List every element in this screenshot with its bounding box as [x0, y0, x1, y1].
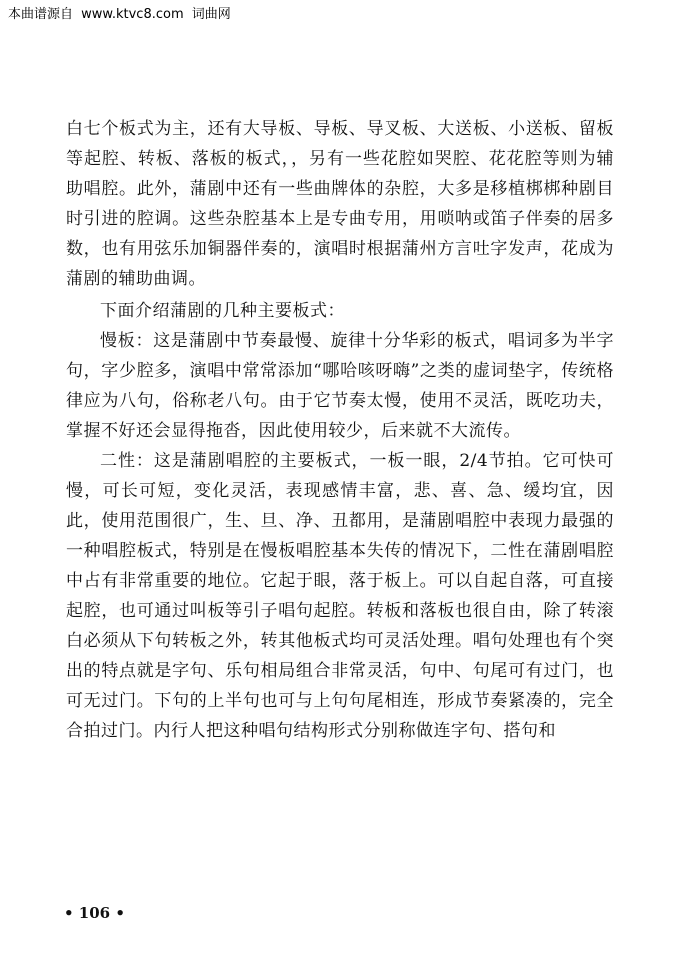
paragraph-man-ban: 慢板：这是蒲剧中节奏最慢、旋律十分华彩的板式，唱词多为半字句，字少腔多，演唱中常常添加“哪哈咳呀嗨”之类的虚词垫字，传统格律应为八句，俗称老八句。由于它节奏太慢，使用不灵活，既吃功夫，掌握不好还会显得拖沓，因此使用较少，后来就不大流传。	[66, 331, 614, 441]
page-header	[8, 3, 231, 22]
paragraph-section-intro: 下面介绍蒲剧的几种主要板式：	[100, 301, 345, 321]
header-source-label: 本曲谱源自	[8, 7, 74, 22]
document-body	[66, 114, 614, 746]
page-number: • 106 •	[64, 904, 125, 922]
header-site-name: 词曲网	[191, 7, 231, 22]
header-url-link[interactable]: www.ktvc8.com	[81, 7, 184, 22]
paragraph-intro-continuation: 白七个板式为主，还有大导板、导板、导叉板、大送板、小送板、留板等起腔、转板、落板的板式，，另有一些花腔如哭腔、花花腔等则为辅助唱腔。此外，蒲剧中还有一些曲牌体的杂腔，大多是移植梆梆种剧目时引进的腔调。这些杂腔基本上是专曲专用，用唢呐或笛子伴奏的居多数，也有用弦乐加铜器伴奏的，演唱时根据蒲州方言吐字发声，花成为蒲剧的辅助曲调。	[66, 119, 614, 289]
paragraph-er-xing: 二性：这是蒲剧唱腔的主要板式，一板一眼，2/4节拍。它可快可慢，可长可短，变化灵活，表现感情丰富，悲、喜、急、缓均宜，因此，使用范围很广，生、旦、净、丑都用，是蒲剧唱腔中表现力最强的一种唱腔板式，特别是在慢板唱腔基本失传的情况下，二性在蒲剧唱腔中占有非常重要的地位。它起于眼，落于板上。可以自起自落，可直接起腔，也可通过叫板等引子唱句起腔。转板和落板也很自由，除了转滚白必须从下句转板之外，转其他板式均可灵活处理。唱句处理也有个突出的特点就是字句、乐句相局组合非常灵活，句中、句尾可有过门，也可无过门。下句的上半句也可与上句句尾相连，形成节奏紧凑的，完全合拍过门。内行人把这种唱句结构形式分别称做连字句、搭句和	[66, 451, 614, 741]
